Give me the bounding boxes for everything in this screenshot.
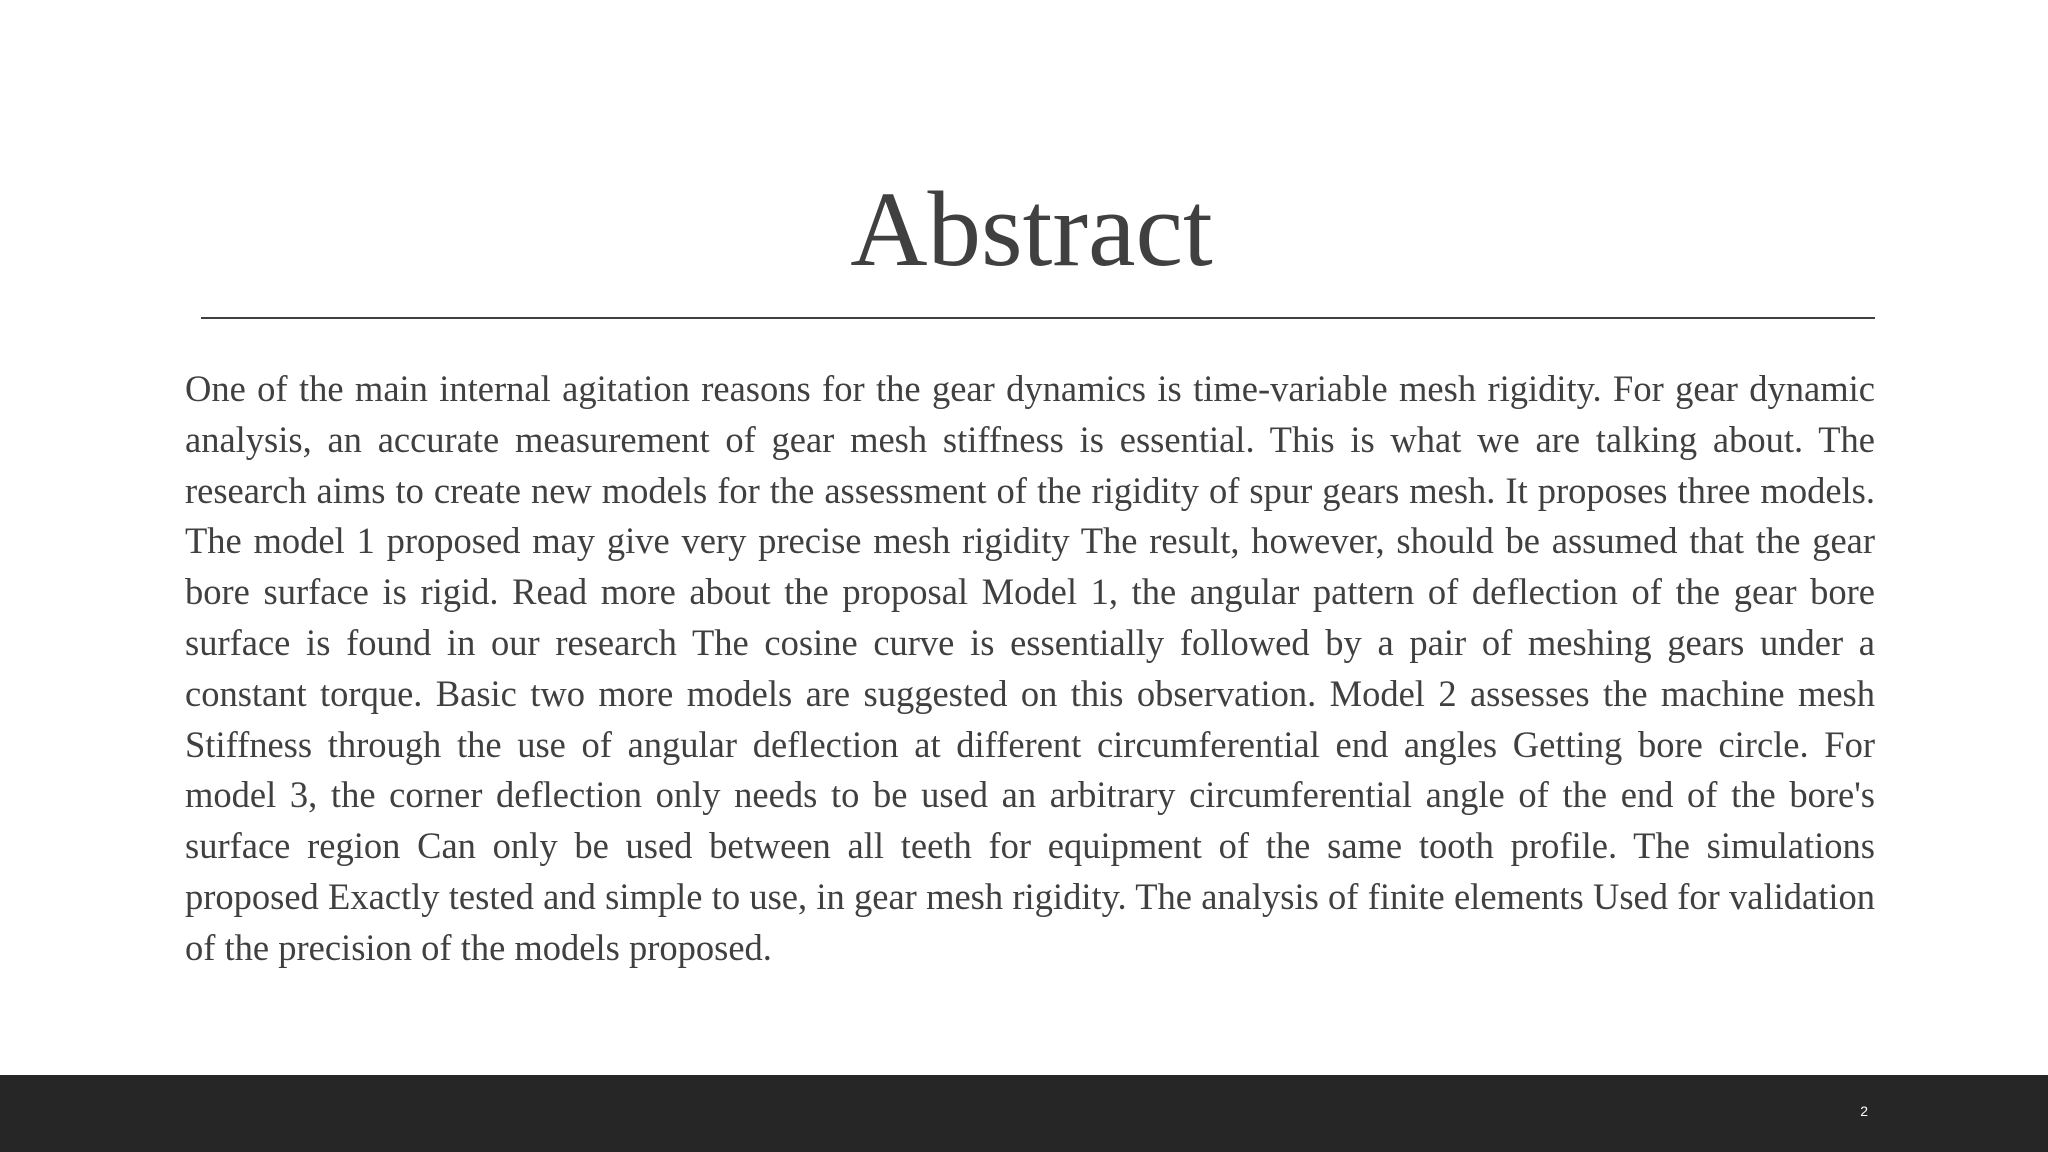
slide-title: Abstract (850, 171, 1213, 289)
footer-bar (0, 1075, 2048, 1152)
title-divider (201, 317, 1875, 319)
abstract-body: One of the main internal agitation reasons for the gear dynamics is time-variable mesh rigidity. For gear dynamic analysis, an accurate measurement of gear mesh stiffness is essential. This is what we are talking about. The research aims to create new models for the assessment of the rigidity of spur gears mesh. It proposes three models. The model 1 proposed may give very precise mesh rigidity The result, however, should be assumed that the gear bore surface is rigid. Read more about the proposal Model 1, the angular pattern of deflection of the gear bore surface is found in our research The cosine curve is essentially followed by a pair of meshing gears under a constant torque. Basic two more models are suggested on this observation. Model 2 assesses the machine mesh Stiffness through the use of angular deflection at different circumferential end angles Getting bore circle. For model 3, the corner deflection only needs to be used an arbitrary circumferential angle of the end of the bore's surface region Can only be used between all teeth for equipment of the same tooth profile. The simulations proposed Exactly tested and simple to use, in gear mesh rigidity. The analysis of finite elements Used for validation of the precision of the models proposed. (185, 368, 1875, 968)
page-number: 2 (1860, 1103, 1868, 1119)
